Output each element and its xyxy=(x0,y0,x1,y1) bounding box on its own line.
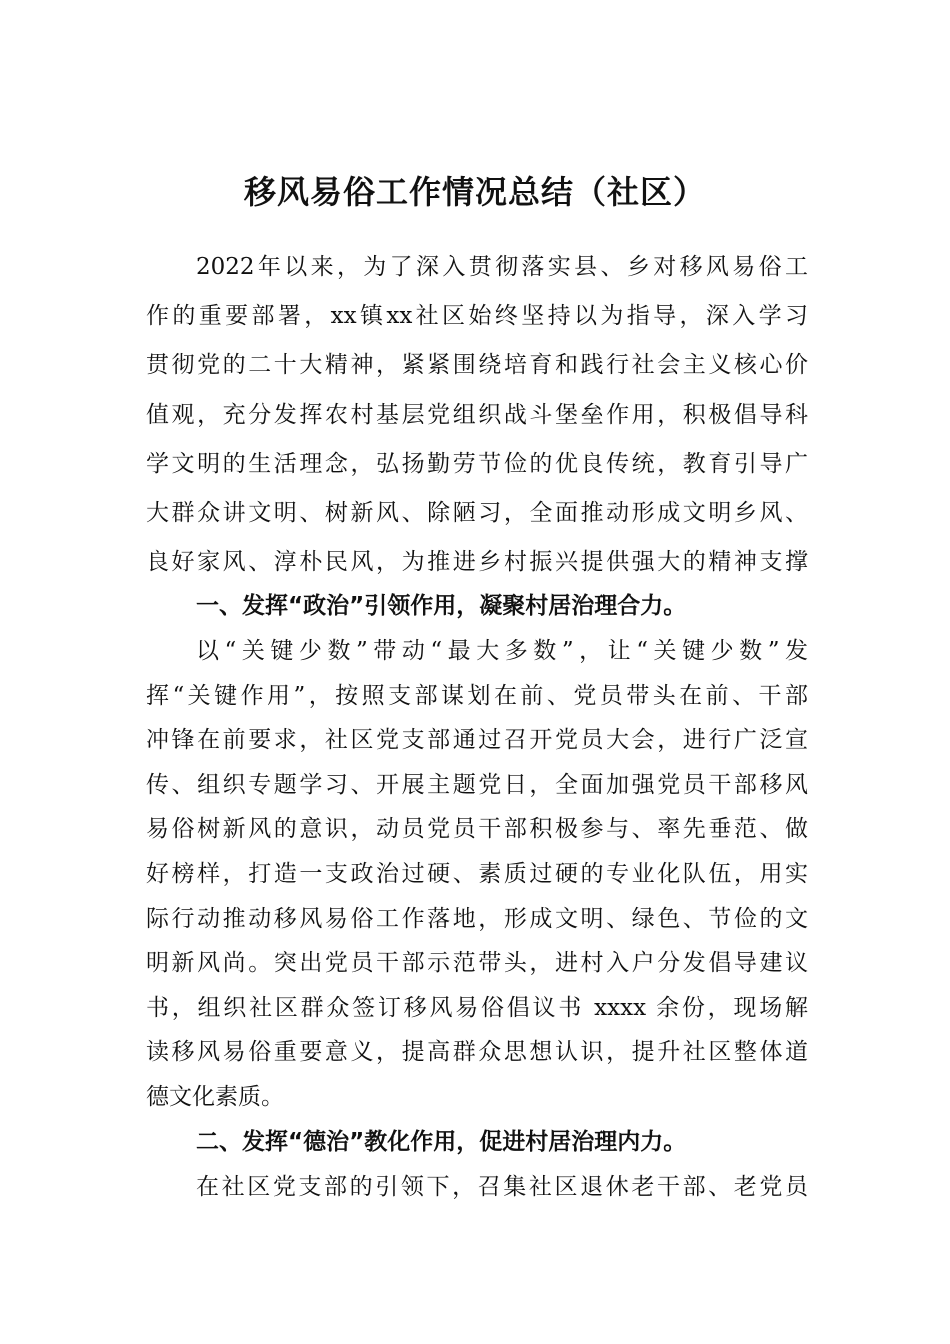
document-title: 移风易俗工作情况总结（社区） xyxy=(243,173,706,211)
text-line: 传、组织专题学习、开展主题党日，全面加强党员干部移风 xyxy=(146,771,808,798)
text-line: 学文明的生活理念，弘扬勤劳节俭的优良传统，教育引导广 xyxy=(146,450,808,477)
text-line: 挥“关键作用”，按照支部谋划在前、党员带头在前、干部 xyxy=(146,682,808,709)
text-line: 读移风易俗重要意义，提高群众思想认识，提升社区整体道 xyxy=(146,1039,808,1066)
section-heading-2: 二、发挥“德治”教化作用，促进村居治理内力。 xyxy=(196,1129,687,1155)
paragraph-section-1 xyxy=(146,629,808,1120)
text-line: 作的重要部署，xx镇xx社区始终坚持以为指导，深入学习 xyxy=(146,303,808,330)
text-line: 良好家风、淳朴民风，为推进乡村振兴提供强大的精神支撑 xyxy=(146,549,808,576)
text-line: 在社区党支部的引领下，召集社区退休老干部、老党员 xyxy=(196,1174,808,1200)
text-line: 德文化素质。 xyxy=(146,1083,284,1110)
paragraph-intro xyxy=(146,243,808,587)
text-line: 大群众讲文明、树新风、除陋习，全面推动形成文明乡风、 xyxy=(146,499,808,526)
text-line: 际行动推动移风易俗工作落地，形成文明、绿色、节俭的文 xyxy=(146,905,808,932)
text-line: 值观，充分发挥农村基层党组织战斗堡垒作用，积极倡导科 xyxy=(146,401,808,428)
text-line: 2022年以来，为了深入贯彻落实县、乡对移风易俗工 xyxy=(196,254,808,280)
text-line: 明新风尚。突出党员干部示范带头，进村入户分发倡导建议 xyxy=(146,950,808,977)
text-line: 以“关键少数”带动“最大多数”，让“关键少数”发 xyxy=(196,638,808,664)
text-line: 书，组织社区群众签订移风易俗倡议书 xxxx 余份，现场解 xyxy=(146,994,808,1021)
text-line: 冲锋在前要求，社区党支部通过召开党员大会，进行广泛宣 xyxy=(146,727,808,754)
section-heading-1: 一、发挥“政治”引领作用，凝聚村居治理合力。 xyxy=(196,593,687,619)
text-line: 易俗树新风的意识，动员党员干部积极参与、率先垂范、做 xyxy=(146,816,808,843)
paragraph-section-2 xyxy=(146,1165,808,1210)
text-line: 贯彻党的二十大精神，紧紧围绕培育和践行社会主义核心价 xyxy=(146,352,808,379)
text-line: 好榜样，打造一支政治过硬、素质过硬的专业化队伍，用实 xyxy=(146,860,808,887)
